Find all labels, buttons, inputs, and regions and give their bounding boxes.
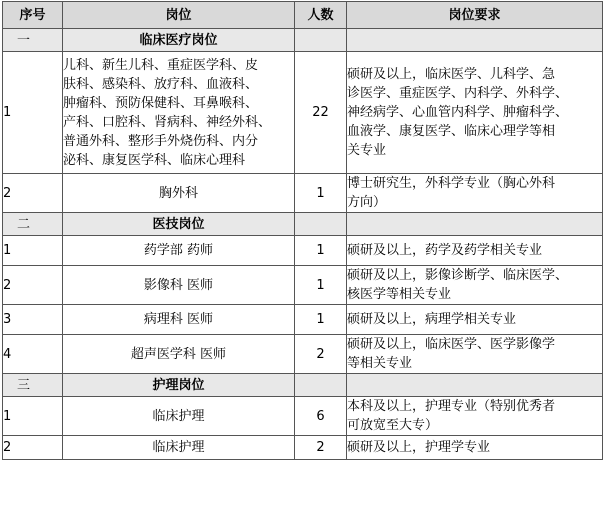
section-requirement-empty [347, 374, 603, 397]
row-count: 1 [295, 266, 347, 305]
table-row [3, 397, 603, 436]
header-position: 岗位 [63, 2, 295, 29]
header-requirement: 岗位要求 [347, 2, 603, 29]
row-index: 1 [3, 52, 63, 174]
row-count: 2 [295, 335, 347, 374]
requirement-line: 诊医学、重症医学、内科学、外科学、 [347, 86, 569, 101]
requirement-line: 硕研及以上，影像诊断学、临床医学、 [347, 268, 569, 283]
section-count-empty [295, 213, 347, 236]
row-count: 6 [295, 397, 347, 436]
requirement-line: 方向） [347, 195, 387, 210]
position-line: 影像科 医师 [143, 277, 214, 293]
position-line: 泌科、康复医学科、临床心理科 [63, 152, 246, 168]
position-line: 临床护理 [152, 440, 205, 455]
row-index: 2 [3, 174, 63, 213]
row-requirement [347, 52, 603, 174]
requirement-line: 等相关专业 [347, 356, 413, 371]
row-position [63, 174, 295, 213]
requirement-line: 核医学等相关专业 [347, 287, 452, 302]
row-requirement [347, 174, 603, 213]
row-position [63, 236, 295, 266]
row-position [63, 305, 295, 335]
row-count: 2 [295, 436, 347, 460]
row-position [63, 436, 295, 460]
row-requirement [347, 266, 603, 305]
row-index: 4 [3, 335, 63, 374]
section-index: 二 [3, 213, 63, 236]
position-line: 普通外科、整形手外烧伤科、内分 [63, 133, 259, 149]
table-row [3, 436, 603, 460]
section-title: 医技岗位 [63, 213, 295, 236]
requirement-line: 硕研及以上，临床医学、医学影像学 [347, 337, 556, 352]
row-requirement [347, 236, 603, 266]
position-line: 临床护理 [152, 408, 205, 424]
requirement-line: 硕研及以上，病理学相关专业 [347, 312, 517, 327]
row-requirement [347, 397, 603, 436]
table-row [3, 52, 603, 174]
row-position [63, 266, 295, 305]
row-count: 1 [295, 305, 347, 335]
table-row [3, 236, 603, 266]
section-title: 临床医疗岗位 [63, 29, 295, 52]
row-requirement [347, 436, 603, 460]
section-title: 护理岗位 [63, 374, 295, 397]
row-count: 1 [295, 236, 347, 266]
table-row [3, 305, 603, 335]
header-row [3, 2, 603, 29]
row-count: 1 [295, 174, 347, 213]
requirement-line: 本科及以上，护理专业（特别优秀者 [347, 399, 556, 414]
position-line: 儿科、新生儿科、重症医学科、皮 [63, 57, 259, 73]
requirement-line: 硕研及以上，临床医学、儿科学、急 [347, 67, 556, 82]
row-position [63, 52, 295, 174]
section-index: 一 [3, 29, 63, 52]
section-count-empty [295, 29, 347, 52]
requirement-line: 硕研及以上，药学及药学相关专业 [347, 243, 543, 258]
section-row [3, 374, 603, 397]
row-position [63, 397, 295, 436]
recruitment-table [2, 1, 603, 460]
row-index: 1 [3, 397, 63, 436]
position-line: 药学部 药师 [143, 243, 214, 258]
header-index: 序号 [3, 2, 63, 29]
requirement-line: 硕研及以上，护理学专业 [347, 440, 491, 455]
requirement-line: 神经病学、心血管内科学、肿瘤科学、 [347, 105, 569, 120]
requirement-line: 关专业 [347, 143, 387, 158]
section-requirement-empty [347, 213, 603, 236]
requirement-line: 可放宽至大专） [347, 418, 439, 433]
table-row [3, 335, 603, 374]
row-index: 2 [3, 266, 63, 305]
requirement-line: 血液学、康复医学、临床心理学等相 [347, 124, 556, 139]
position-line: 病理科 医师 [143, 312, 214, 327]
position-line: 产科、口腔科、肾病科、神经外科、 [63, 114, 272, 130]
section-count-empty [295, 374, 347, 397]
row-index: 1 [3, 236, 63, 266]
row-count: 22 [295, 52, 347, 174]
requirement-line: 博士研究生，外科学专业（胸心外科 [347, 176, 556, 191]
table-row [3, 174, 603, 213]
row-index: 3 [3, 305, 63, 335]
position-line: 超声医学科 医师 [130, 346, 227, 362]
position-line: 肤科、感染科、放疗科、血液科、 [63, 76, 259, 92]
table-row [3, 266, 603, 305]
header-count: 人数 [295, 2, 347, 29]
position-line: 肿瘤科、预防保健科、耳鼻喉科、 [63, 95, 259, 111]
row-requirement [347, 335, 603, 374]
position-line: 胸外科 [158, 185, 198, 201]
row-position [63, 335, 295, 374]
row-index: 2 [3, 436, 63, 460]
section-row [3, 29, 603, 52]
section-row [3, 213, 603, 236]
section-index: 三 [3, 374, 63, 397]
section-requirement-empty [347, 29, 603, 52]
row-requirement [347, 305, 603, 335]
table-body [3, 29, 603, 460]
